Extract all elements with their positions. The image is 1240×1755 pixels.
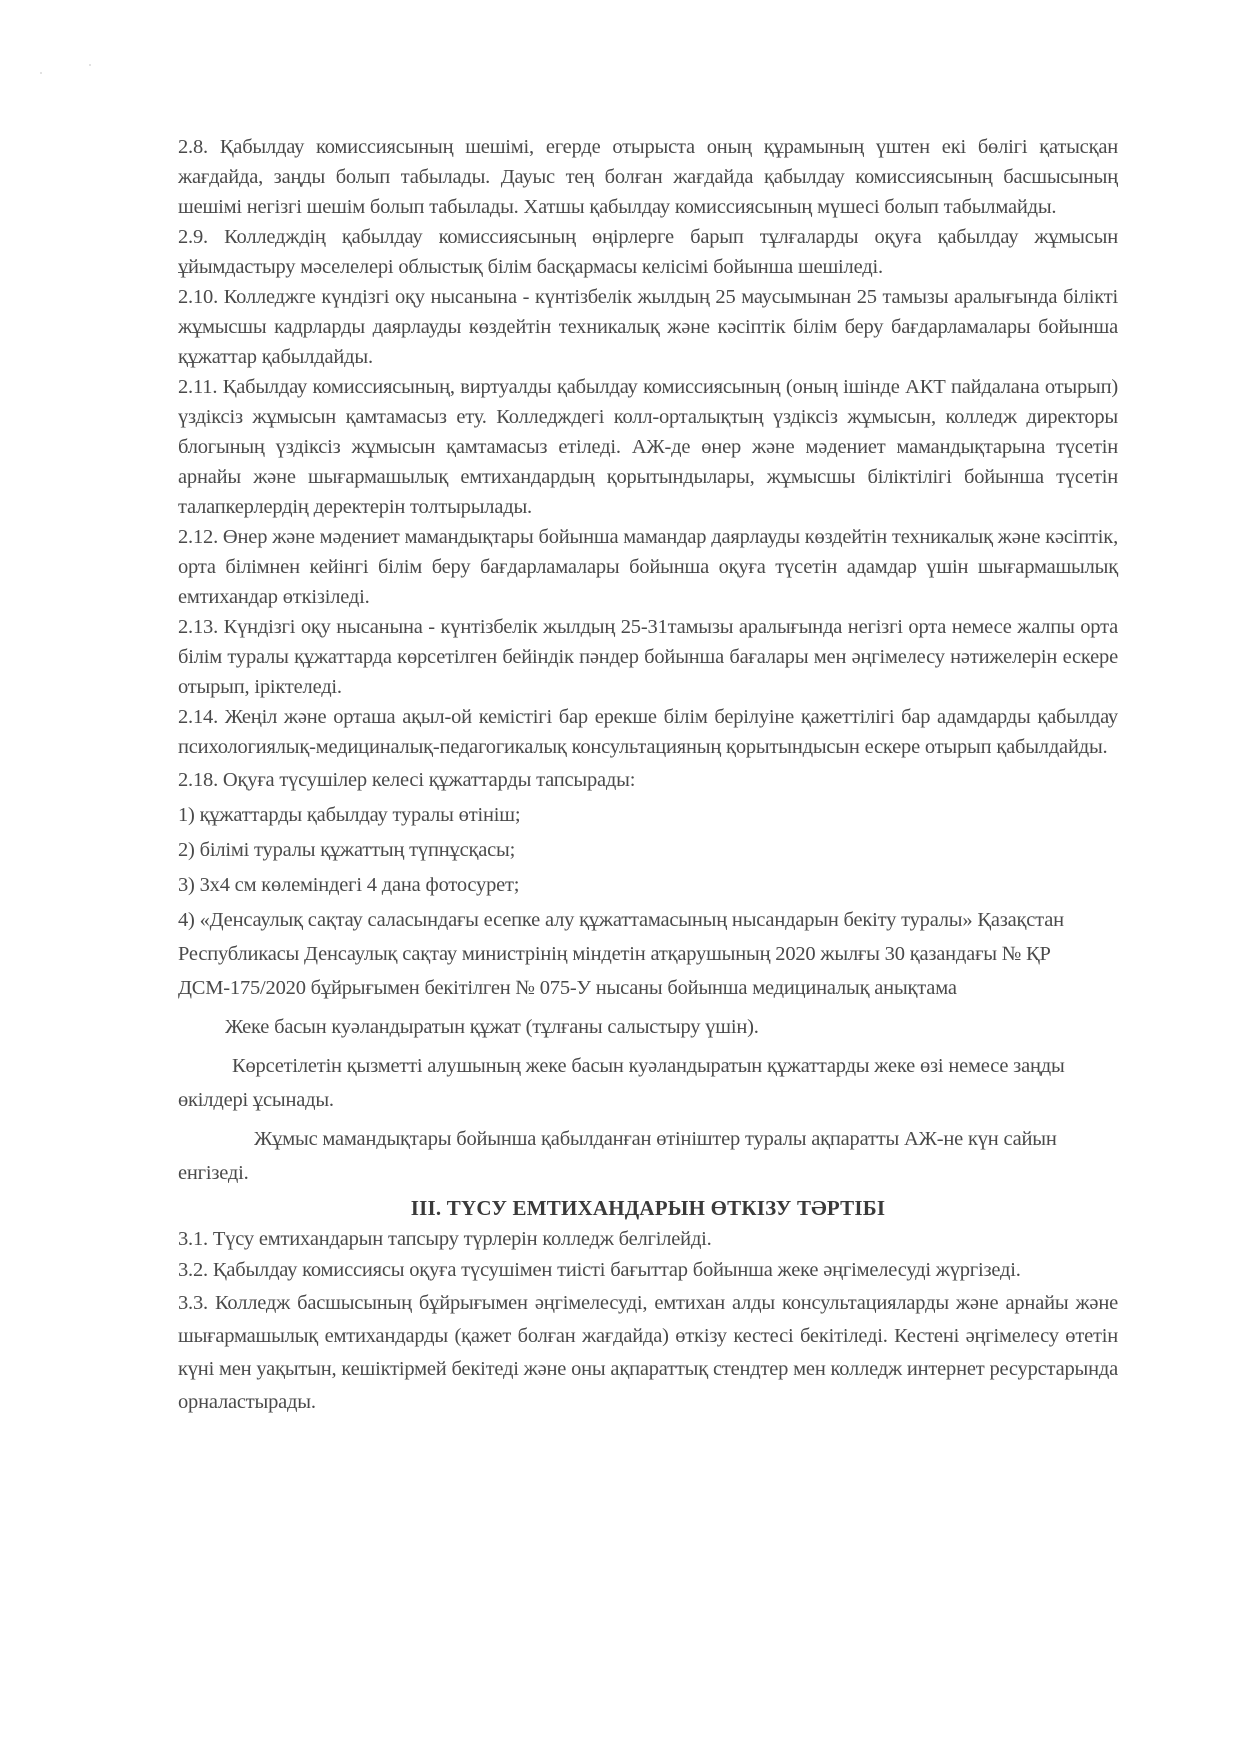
paragraph-2-18: 2.18. Оқуға түсушілер келесі құжаттарды тапсырады: [178, 769, 636, 791]
list-item-medical-certificate: 4) «Денсаулық сақтау саласындағы есепке алу құжаттамасының нысандарын бекіту туралы» Қазақстан Республикасы Денсаулық сақтау министрінің міндетін атқарушының 2020 жылғы 30 қазандағы № ҚР ДСМ-175/2020 бұйрығымен бекітілген № 075-У нысаны бойынша медициналық анықтама [178, 909, 1064, 999]
identity-submission-text: Көрсетілетін қызметті алушының жеке басын куәландыратын құжаттарды жеке өзі немесе заңды өкілдері ұсынады. [178, 1055, 1065, 1111]
scan-speck [40, 72, 42, 74]
paragraph-2-11: 2.11. Қабылдау комиссиясының, виртуалды қабылдау комиссиясының (оның ішінде АКТ пайдалана отырып) үздіксіз жұмысын қамтамасыз ету. Колледждегі колл-орталықтың үздіксіз жұмысын, колледж директоры блогының үздіксіз жұмысын қамтамасыз етіледі. АЖ-де өнер және мәдениет мамандықтарына түсетін арнайы және шығармашылық емтихандардың қорытындылары, жұмысшы біліктілігі бойынша түсетін талапкерлердің деректерін толтырылады. [178, 376, 1118, 518]
list-item-application: 1) құжаттарды қабылдау туралы өтініш; [178, 804, 521, 826]
section-3-title: III. ТҮСУ ЕМТИХАНДАРЫН ӨТКІЗУ ТӘРТІБІ [410, 1196, 886, 1220]
list-item-photos: 3) 3х4 см көлеміндегі 4 дана фотосурет; [178, 874, 520, 896]
paragraph-3-1: 3.1. Түсу емтихандарын тапсыру түрлерін колледж белгілейді. [178, 1228, 712, 1250]
paragraph-3-2: 3.2. Қабылдау комиссиясы оқуға түсушімен тиісті бағыттар бойынша жеке әңгімелесуді жүргізеді. [178, 1259, 1021, 1281]
paragraph-2-8: 2.8. Қабылдау комиссиясының шешімі, егерде отырыста оның құрамының үштен екі бөлігі қатысқан жағдайда, заңды болып табылады. Дауыс тең болған жағдайда қабылдау комиссиясының басшысының шешімі негізгі шешім болып табылады. Хатшы қабылдау комиссиясының мүшесі болып табылмайды. [178, 136, 1118, 218]
scan-speck [89, 64, 91, 66]
paragraph-2-9: 2.9. Колледждің қабылдау комиссиясының өңірлерге барып тұлғаларды оқуға қабылдау жұмысын ұйымдастыру мәселелері облыстық білім басқармасы келісімі бойынша шешіледі. [178, 226, 1118, 278]
paragraph-2-12: 2.12. Өнер және мәдениет мамандықтары бойынша мамандар даярлауды көздейтін техникалық және кәсіптік, орта білімнен кейінгі білім беру бағдарламалары бойынша оқуға түсетін адамдар үшін шығармашылық емтихандар өткізіледі. [178, 526, 1118, 608]
document-page [178, 132, 1118, 1419]
daily-entry-text: Жұмыс мамандықтары бойынша қабылданған өтініштер туралы ақпаратты АЖ-не күн сайын енгізеді. [178, 1128, 1057, 1184]
paragraph-2-14: 2.14. Жеңіл және орташа ақыл-ой кемістігі бар ерекше білім берілуіне қажеттілігі бар адамдарды қабылдау психологиялық-медициналық-педагогикалық консультацияның қорытындысын ескере отырып қабылдайды. [178, 706, 1118, 758]
identity-document-text: Жеке басын куәландыратын құжат (тұлғаны салыстыру үшін). [225, 1016, 759, 1038]
paragraph-3-3: 3.3. Колледж басшысының бұйрығымен әңгімелесуді, емтихан алды консультацияларды және арнайы және шығармашылық емтихандарды (қажет болған жағдайда) өткізу кестесі бекітіледі. Кестені әңгімелесу өтетін күні мен уақытын, кешіктірмей бекітеді және оны ақпараттық стендтер мен колледж интернет ресурстарында орналастырады. [178, 1292, 1118, 1413]
paragraph-2-10: 2.10. Колледжге күндізгі оқу нысанына - күнтізбелік жылдың 25 маусымынан 25 тамызы аралығында білікті жұмысшы кадрларды даярлауды көздейтін техникалық және кәсіптік білім беру бағдарламалары бойынша құжаттар қабылдайды. [178, 286, 1118, 368]
paragraph-2-13: 2.13. Күндізгі оқу нысанына - күнтізбелік жылдың 25-31тамызы аралығында негізгі орта немесе жалпы орта білім туралы құжаттарда көрсетілген бейіндік пәндер бойынша бағалары мен әңгімелесу нәтижелерін ескере отырып, іріктеледі. [178, 616, 1118, 698]
list-item-education-document: 2) білімі туралы құжаттың түпнұсқасы; [178, 839, 516, 861]
